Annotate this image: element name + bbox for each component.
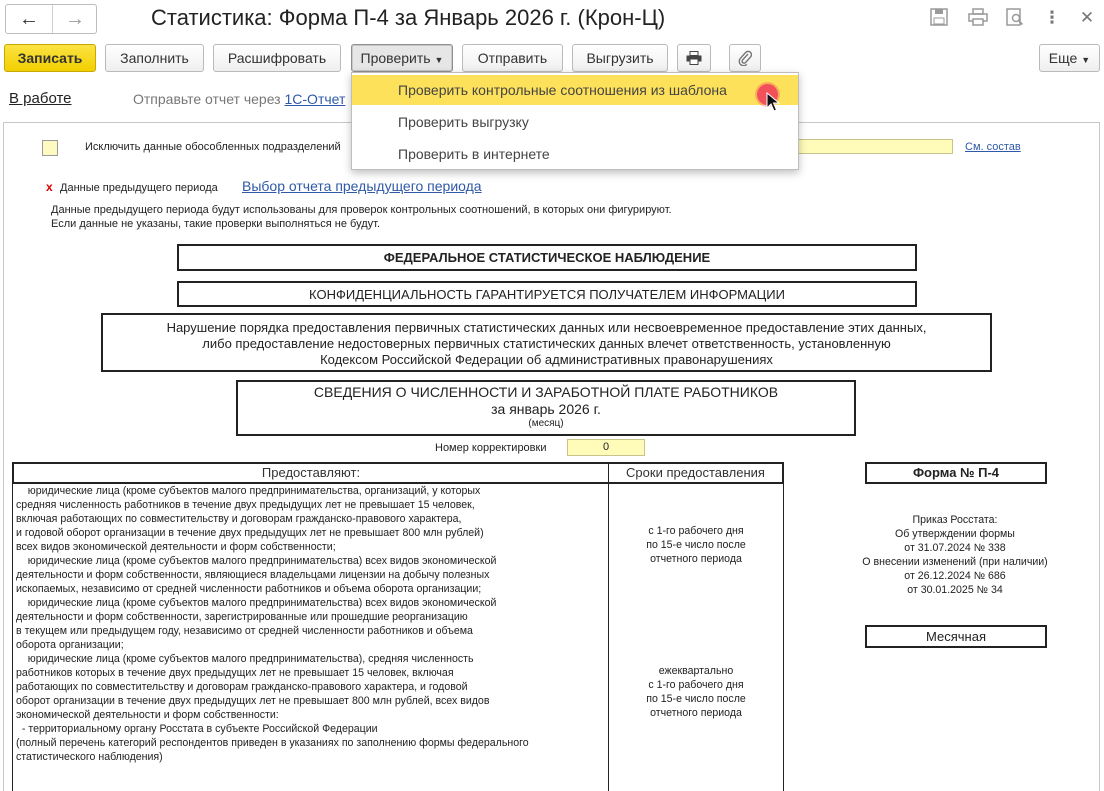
check-dropdown-button[interactable] <box>351 44 453 72</box>
paperclip-icon <box>738 50 752 66</box>
caret-down-icon: ▼ <box>1081 55 1091 65</box>
provide-line: юридические лица (кроме субъектов малого предпринимательства) всех видов экономической <box>16 597 497 609</box>
provide-line: юридические лица (кроме субъектов малого предпринимательства) всех видов экономической <box>16 555 497 567</box>
provide-line: юридические лица (кроме субъектов малого предпринимательства), средняя численность <box>16 653 474 665</box>
deadline-block-1 <box>608 524 784 566</box>
prev-missing-marker: x <box>46 180 53 194</box>
nav-buttons <box>5 4 97 34</box>
provide-line: всех видов экономической деятельности и форм собственности; <box>16 541 336 553</box>
federal-header: ФЕДЕРАЛЬНОЕ СТАТИСТИЧЕСКОЕ НАБЛЮДЕНИЕ <box>177 244 917 271</box>
confidential-header: КОНФИДЕНЦИАЛЬНОСТЬ ГАРАНТИРУЕТСЯ ПОЛУЧАТЕЛЕМ ИНФОРМАЦИИ <box>177 281 917 307</box>
more-vert-icon[interactable]: ⋮ <box>1043 8 1061 27</box>
col-deadline-header: Сроки предоставления <box>608 462 784 484</box>
order-line: Приказ Росстата: <box>912 514 998 526</box>
report-period-caption: (месяц) <box>528 418 564 429</box>
check-button-label: Проверить <box>360 50 431 66</box>
more-button-label: Еще <box>1048 50 1078 66</box>
provide-line: статистического наблюдения) <box>16 751 163 763</box>
exclude-label: Исключить данные обособленных подразделений <box>85 141 341 153</box>
menu-item-check-template[interactable]: Проверить контрольные соотношения из шаблона <box>352 75 798 105</box>
correction-label: Номер корректировки <box>435 442 547 454</box>
periodicity: Месячная <box>865 625 1047 648</box>
deadline-line: отчетного периода <box>650 707 742 719</box>
provide-line: деятельности и форм собственности, зарегистрированные или прошедшие реорганизацию <box>16 611 468 623</box>
attach-button[interactable] <box>729 44 761 72</box>
window-title: Статистика: Форма П-4 за Январь 2026 г. (Крон-Ц) <box>151 5 666 30</box>
deadline-line: с 1-го рабочего дня <box>648 679 744 691</box>
form-number: Форма № П-4 <box>865 462 1047 484</box>
decode-button[interactable]: Расшифровать <box>213 44 341 72</box>
see-composition-link[interactable]: См. состав <box>965 141 1021 153</box>
deadline-cell <box>608 483 784 791</box>
report-form <box>3 122 1100 791</box>
order-line: от 26.12.2024 № 686 <box>904 570 1006 582</box>
send-hint <box>133 91 345 107</box>
order-block <box>855 513 1055 597</box>
record-button[interactable]: Записать <box>4 44 96 72</box>
provide-line: деятельности и форм собственности, являющиеся владельцами лицензии на добычу полезных <box>16 569 490 581</box>
menu-item-check-internet[interactable]: Проверить в интернете <box>398 146 550 162</box>
print-icon[interactable] <box>966 8 990 31</box>
status-link[interactable]: В работе <box>9 90 72 107</box>
report-period: за январь 2026 г. <box>491 401 601 417</box>
provide-line: работников которых в течение двух предыдущих лет не превышает 15 человек, включая <box>16 667 454 679</box>
deadline-line: с 1-го рабочего дня <box>648 525 744 537</box>
provide-line: и годовой оборот организации в течение двух предыдущих лет не превышает 800 млн рублей) <box>16 527 484 539</box>
provide-line: - территориальному органу Росстата в субъекте Российской Федерации <box>16 723 378 735</box>
deadline-line: по 15-е число после <box>646 693 746 705</box>
violation-line-1: Нарушение порядка предоставления первичных статистических данных или несвоевременное предоставление этих данных, <box>166 320 927 335</box>
deadline-block-2 <box>608 664 784 720</box>
order-line: Об утверждении формы <box>895 528 1015 540</box>
order-line: от 30.01.2025 № 34 <box>907 584 1003 596</box>
subdivisions-field[interactable] <box>794 139 953 154</box>
provide-line: работающих по совместительству и договорам гражданско-правового характера, и годовой <box>16 681 468 693</box>
violation-line-3: Кодексом Российской Федерации об административных правонарушениях <box>320 352 773 367</box>
prev-note-2: Если данные не указаны, такие проверки выполняться не будут. <box>51 218 381 230</box>
prev-period-link[interactable]: Выбор отчета предыдущего периода <box>242 178 482 194</box>
deadline-line: ежеквартально <box>658 665 734 677</box>
caret-down-icon: ▼ <box>434 55 444 65</box>
preview-icon[interactable] <box>1003 8 1027 31</box>
save-disk-icon[interactable] <box>927 8 951 31</box>
prev-note-1: Данные предыдущего периода будут использованы для проверок контрольных соотношений, в которых они фигурируют. <box>51 204 672 216</box>
back-arrow-icon[interactable]: ← <box>19 8 39 30</box>
fill-button[interactable]: Заполнить <box>105 44 204 72</box>
send-button[interactable]: Отправить <box>462 44 563 72</box>
provide-line: юридические лица (кроме субъектов малого предпринимательства, организаций, у которых <box>16 485 481 497</box>
deadline-line: отчетного периода <box>650 553 742 565</box>
send-hint-text: Отправьте отчет через <box>133 91 281 107</box>
menu-item-check-upload[interactable]: Проверить выгрузку <box>398 114 529 130</box>
col-provide-header: Предоставляют: <box>12 462 609 484</box>
more-button[interactable] <box>1039 44 1100 72</box>
violation-line-2: либо предоставление недостоверных первичных статистических данных влечет ответственность, установленную <box>202 336 891 351</box>
printer-icon <box>686 51 702 65</box>
provide-text <box>13 483 608 764</box>
report-title: СВЕДЕНИЯ О ЧИСЛЕННОСТИ И ЗАРАБОТНОЙ ПЛАТЕ РАБОТНИКОВ <box>313 384 779 400</box>
upload-button[interactable]: Выгрузить <box>572 44 668 72</box>
provide-line: ископаемых, независимо от средней численности работников и объема оборота организации; <box>16 583 482 595</box>
prev-period-label: Данные предыдущего периода <box>60 182 218 194</box>
mouse-cursor-icon <box>766 92 780 112</box>
provide-line: в текущем или предыдущем году, независимо от средней численности работников и объема <box>16 625 473 637</box>
provide-line: (полный перечень категорий респондентов приведен в указаниях по заполнению формы федерального <box>16 737 529 749</box>
forward-arrow-icon[interactable]: → <box>65 8 85 30</box>
violation-notice <box>101 313 992 372</box>
exclude-checkbox[interactable] <box>42 140 58 156</box>
provide-line: оборота организации; <box>16 639 124 651</box>
deadline-line: по 15-е число после <box>646 539 746 551</box>
provide-cell <box>12 483 609 791</box>
send-hint-link[interactable]: 1С-Отчет <box>284 91 346 107</box>
order-line: О внесении изменений (при наличии) <box>862 556 1048 568</box>
report-title-box <box>236 380 856 436</box>
close-icon[interactable]: ✕ <box>1079 8 1095 27</box>
order-line: от 31.07.2024 № 338 <box>904 542 1006 554</box>
provide-line: включая работающих по совместительству и договорам гражданско-правового характера, <box>16 513 462 525</box>
check-dropdown-menu <box>351 72 799 170</box>
provide-line: экономической деятельности и форм собственности: <box>16 709 279 721</box>
provide-line: средняя численность работников в течение двух предыдущих лет не превышает 15 человек, <box>16 499 475 511</box>
correction-input[interactable]: 0 <box>567 439 645 456</box>
provide-line: оборот организации в течение двух предыдущих лет не превышает 800 млн рублей, всех видов <box>16 695 490 707</box>
print-button[interactable] <box>677 44 711 72</box>
